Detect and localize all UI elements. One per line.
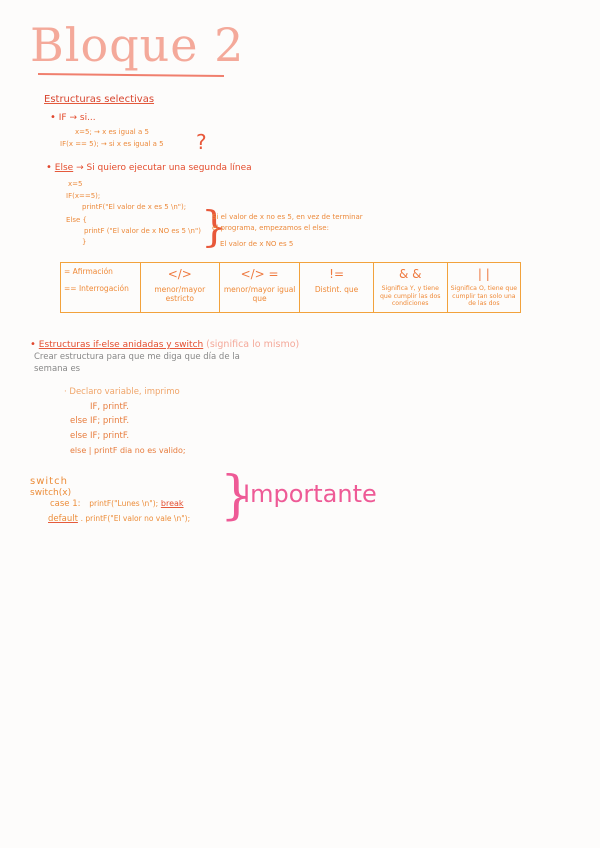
code-line-4: Else { [66, 216, 87, 224]
switch-line: switch(x) [30, 488, 72, 498]
step-2: IF, printF. [90, 402, 129, 412]
nested-heading: • Estructuras if-else anidadas y switch (significa lo mismo) [30, 339, 300, 350]
code-line-6: } [82, 238, 87, 246]
note-line-3: El valor de x NO es 5 [220, 240, 294, 248]
table-cell-equal: </> = menor/mayor igual que [219, 263, 300, 313]
code-line-5: printF ("El valor de x NO es 5 \n") [84, 227, 201, 235]
question-mark-icon: ? [196, 130, 207, 154]
page-title: Bloque 2 [30, 18, 245, 72]
case-line: case 1: printF("Lunes \n"); break [50, 499, 184, 509]
step-1: · Declaro variable, imprimo [64, 387, 180, 397]
bullet-icon: • [50, 112, 56, 123]
brace-icon: } [201, 202, 228, 251]
important-note: Importante [243, 480, 377, 508]
default-line: default . printF("El valor no vale \n"); [48, 514, 191, 524]
table-cell-distinct: != Distint. que [300, 263, 373, 313]
if-line: • IF → si... [50, 112, 96, 123]
step-5: else | printF dia no es valido; [70, 446, 186, 455]
step-4: else IF; printF. [70, 431, 130, 441]
else-line: • Else → Si quiero ejecutar una segunda línea [46, 162, 252, 173]
bullet-icon: • [30, 339, 36, 350]
code-line-2: IF(x==5); [66, 192, 101, 200]
table-cell-or: | | Significa O, tiene que cumplir tan solo una de las dos [447, 263, 520, 313]
table-row [61, 263, 521, 313]
switch-label: switch [30, 476, 68, 487]
operators-table [60, 262, 521, 313]
title-underline [38, 73, 224, 77]
code-line-3: printF("El valor de x es 5 \n"); [82, 203, 187, 211]
note-line-1: Si el valor de x no es 5, en vez de terminar [212, 213, 363, 221]
table-cell-assign: = Afirmación == Interrogación [61, 263, 141, 313]
table-cell-strict: </> menor/mayor estricto [140, 263, 219, 313]
if-example-1: x=5; → x es igual a 5 [75, 128, 149, 136]
section-heading-selective: Estructuras selectivas [44, 94, 155, 105]
code-line-1: x=5 [68, 180, 83, 188]
note-line-2: el programa, empezamos el else: [212, 224, 329, 232]
if-example-2: IF(x == 5); → si x es igual a 5 [60, 140, 164, 148]
bullet-icon: • [46, 162, 52, 173]
brace-icon: } [220, 466, 254, 526]
task-line-2: semana es [34, 364, 81, 374]
step-3: else IF; printF. [70, 416, 130, 426]
table-cell-and: & & Significa Y, y tiene que cumplir las dos condiciones [373, 263, 447, 313]
task-line-1: Crear estructura para que me diga que día de la [34, 352, 240, 362]
